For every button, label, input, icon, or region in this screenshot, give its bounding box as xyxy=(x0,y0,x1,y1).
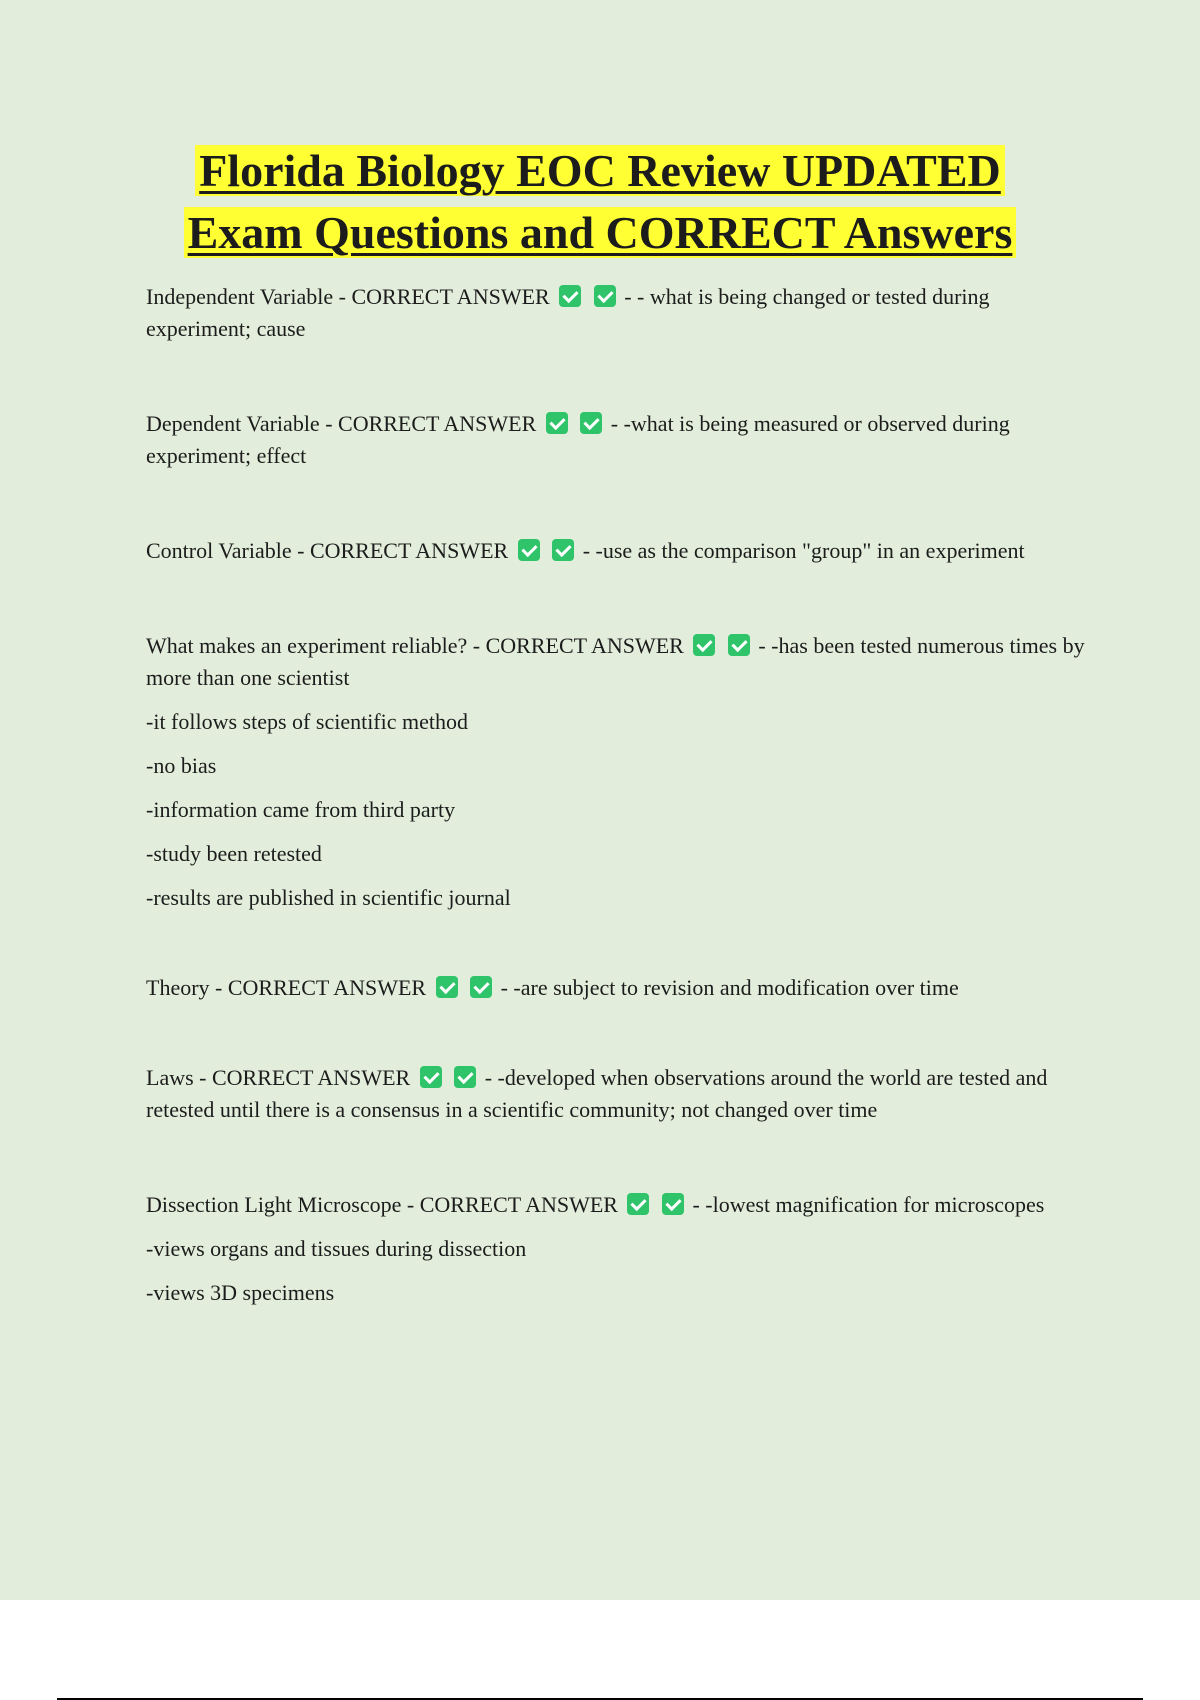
check-box-icon xyxy=(559,285,581,307)
check-box-icon xyxy=(728,634,750,656)
qa-entry-theory xyxy=(146,972,1096,1004)
title-line-1: Florida Biology EOC Review UPDATED xyxy=(195,145,1005,196)
entry-subitem: -information came from third party xyxy=(146,797,456,822)
check-box-icon xyxy=(693,634,715,656)
qa-entry-dissection-microscope xyxy=(146,1189,1096,1309)
entry-answer: - -what is being measured or observed during experiment; effect xyxy=(146,411,1010,468)
check-box-icon xyxy=(662,1193,684,1215)
qa-entry-laws xyxy=(146,1062,1096,1126)
entry-subitem: -it follows steps of scientific method xyxy=(146,709,468,734)
entry-subitem: -views 3D specimens xyxy=(146,1280,335,1305)
check-box-icon xyxy=(518,539,540,561)
entry-answer: - -lowest magnification for microscopes xyxy=(692,1192,1045,1217)
qa-entry-reliable-experiment xyxy=(146,630,1096,914)
page-title xyxy=(0,140,1200,264)
entry-answer: - -developed when observations around the world are tested and retested until there is a consensus in a scientific community; not changed over time xyxy=(146,1065,1048,1122)
entry-term: Theory - CORRECT ANSWER xyxy=(146,975,427,1000)
entry-answer: - -use as the comparison "group" in an experiment xyxy=(582,538,1025,563)
entry-term: Independent Variable - CORRECT ANSWER xyxy=(146,284,550,309)
qa-entry-independent-variable xyxy=(146,281,1096,345)
check-box-icon xyxy=(552,539,574,561)
check-box-icon xyxy=(470,976,492,998)
check-box-icon xyxy=(594,285,616,307)
entry-answer: - -has been tested numerous times by more than one scientist xyxy=(146,633,1085,690)
check-box-icon xyxy=(627,1193,649,1215)
check-box-icon xyxy=(580,412,602,434)
entry-term: Dissection Light Microscope - CORRECT ANSWER xyxy=(146,1192,618,1217)
entry-answer: - -are subject to revision and modification over time xyxy=(500,975,959,1000)
entry-subitem: -results are published in scientific journal xyxy=(146,885,511,910)
check-box-icon xyxy=(436,976,458,998)
check-box-icon xyxy=(454,1066,476,1088)
entry-term: Laws - CORRECT ANSWER xyxy=(146,1065,411,1090)
entry-term: Dependent Variable - CORRECT ANSWER xyxy=(146,411,537,436)
qa-list xyxy=(146,281,1096,1309)
entry-answer: - - what is being changed or tested during experiment; cause xyxy=(146,284,990,341)
check-box-icon xyxy=(546,412,568,434)
entry-subitem: -views organs and tissues during dissection xyxy=(146,1236,527,1261)
entry-subitem: -no bias xyxy=(146,753,217,778)
title-line-2: Exam Questions and CORRECT Answers xyxy=(184,207,1017,258)
entry-subitem: -study been retested xyxy=(146,841,322,866)
entry-term: What makes an experiment reliable? - CORRECT ANSWER xyxy=(146,633,684,658)
check-box-icon xyxy=(420,1066,442,1088)
entry-term: Control Variable - CORRECT ANSWER xyxy=(146,538,509,563)
qa-entry-control-variable xyxy=(146,535,1096,567)
qa-entry-dependent-variable xyxy=(146,408,1096,472)
